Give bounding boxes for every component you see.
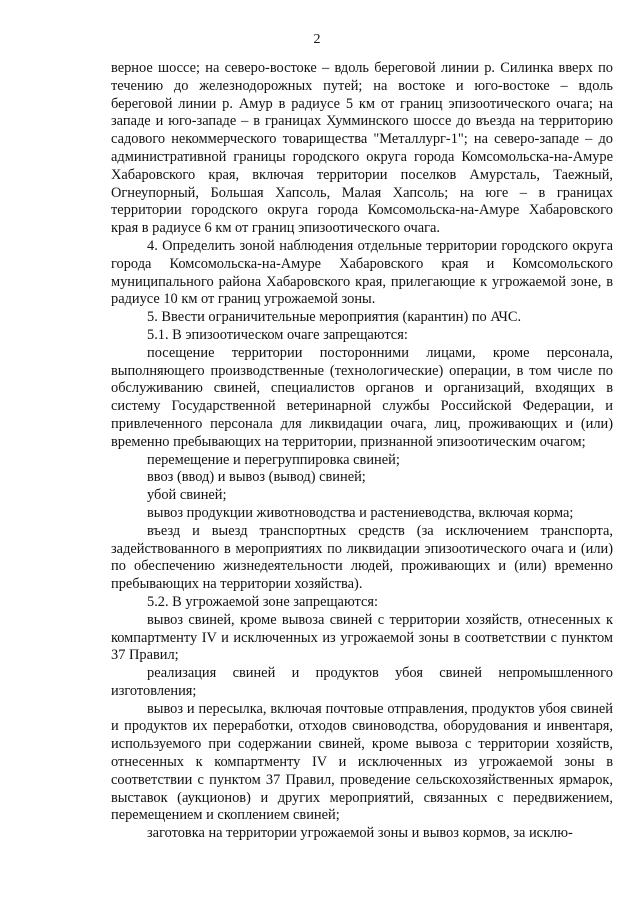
paragraph-item-4: 4. Определить зоной наблюдения отдельные территории городского округа города Комсомольска-на-Амуре Хабаровского края и Комсомольского муниципального района Хабаровского края, прилегающие к угрожаемой зоне, в радиусе 10 км от границ угрожаемой зоны. <box>111 237 613 308</box>
paragraph-item-5-2: 5.2. В угрожаемой зоне запрещаются: <box>147 593 378 610</box>
paragraph-regrouping-ban: перемещение и перегруппировка свиней; <box>147 451 400 468</box>
paragraph-feed-ban: заготовка на территории угрожаемой зоны и вывоз кормов, за исклю- <box>147 825 573 842</box>
paragraph-shipping-ban: вывоз и пересылка, включая почтовые отправления, продуктов убоя свиней и продуктов их переработки, отходов свиноводства, оборудования и инвентаря, используемого при содержании свиней, кроме вывоза с территории хозяйств, отнесенных к компартменту IV и исключенных из угрожаемой зоны в соответствии с пунктом 37 Правил, проведение сельскохозяйственных ярмарок, выставок (аукционов) и других мероприятий, связанных с передвижением, перемещением и скоплением свиней; <box>111 700 613 824</box>
document-body <box>111 60 613 843</box>
paragraph-import-export-ban: ввоз (ввод) и вывоз (вывод) свиней; <box>147 469 366 486</box>
paragraph-produce-export-ban: вывоз продукции животноводства и растениеводства, включая корма; <box>147 504 574 521</box>
page-number: 2 <box>313 32 321 47</box>
paragraph-sale-ban: реализация свиней и продуктов убоя свиней непромышленного изготовления; <box>111 665 613 699</box>
paragraph-pig-export-ban: вывоз свиней, кроме вывоза свиней с территории хозяйств, отнесенных к компартменту IV и исключенных из угрожаемой зоны в соответствии с пунктом 37 Правил; <box>111 611 613 664</box>
paragraph-vehicle-ban: въезд и выезд транспортных средств (за исключением транспорта, задействованного в мероприятиях по ликвидации эпизоотического очага и (или) по обеспечению жизнедеятельности людей, проживающих и (или) временно пребывающих на территории хозяйства). <box>111 522 613 593</box>
paragraph-slaughter-ban: убой свиней; <box>147 487 227 504</box>
paragraph-item-5: 5. Ввести ограничительные мероприятия (карантин) по АЧС. <box>147 309 522 326</box>
paragraph-continuation: верное шоссе; на северо-востоке – вдоль береговой линии р. Силинка вверх по течению до железнодорожных путей; на востоке и юго-востоке – вдоль береговой линии р. Амур в радиусе 5 км от границ эпизоотического очага; на западе и юго-западе – в границах Хумминского шоссе до въезда на территорию садового некоммерческого товарищества "Металлург-1"; на северо-западе – до административной границы городского округа города Комсомольска-на-Амуре Хабаровского края, включая территории поселков Амурсталь, Таежный, Огнеупорный, Большая Хапсоль, Малая Хапсоль; на юге – в границах территории городского округа города Комсомольска-на-Амуре Хабаровского края в радиусе 6 км от границ эпизоотического очага. <box>111 60 613 237</box>
paragraph-visit-ban: посещение территории посторонними лицами, кроме персонала, выполняющего производственные (технологические) операции, в том числе по обслуживанию свиней, специалистов органов и организаций, входящих в систему Государственной ветеринарной службы Российской Федерации, и привлеченного персонала для ликвидации очага, лиц, проживающих и (или) временно пребывающих на территории, признанной эпизоотическим очагом; <box>111 344 613 450</box>
paragraph-item-5-1: 5.1. В эпизоотическом очаге запрещаются: <box>147 326 408 343</box>
